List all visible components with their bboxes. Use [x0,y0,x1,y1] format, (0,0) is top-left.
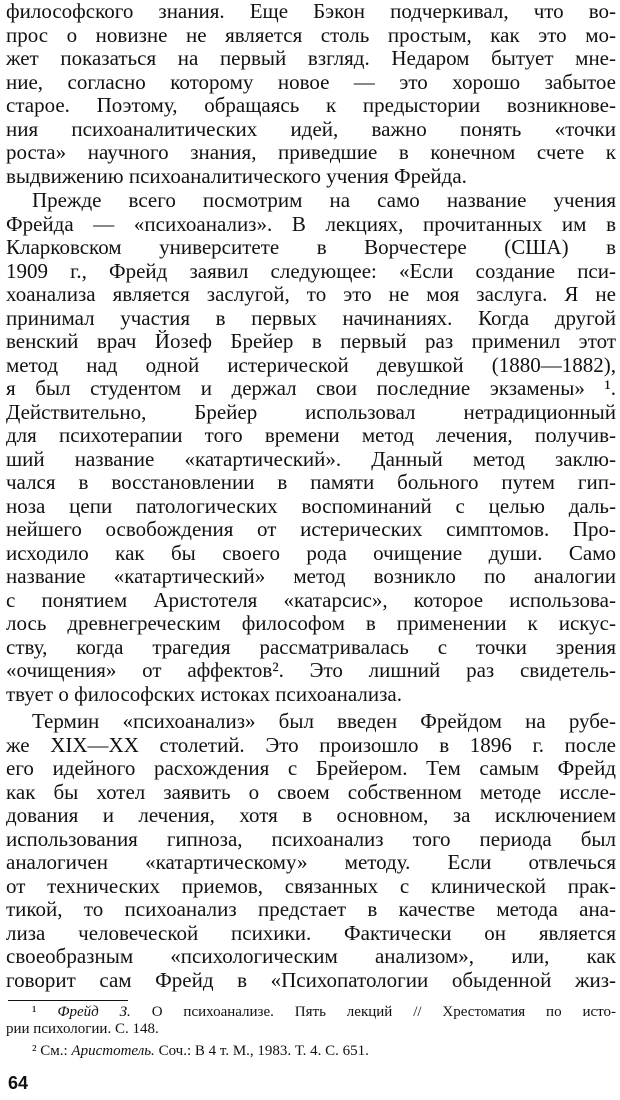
footnote-2-text: Соч.: В 4 т. М., 1983. Т. 4. С. 651. [158,1043,369,1059]
text-line: исходило как бы своего рода очищение души. Само [6,541,616,565]
text-line: лиза человеческой психики. Фактически он является [6,921,616,945]
footnote-2-prefix: См.: [40,1043,68,1059]
text-line: Действительно, Брейер использовал нетрадиционный [6,400,616,424]
footnote-1 [6,1004,616,1038]
text-line: его идейного расхождения с Брейером. Тем самым Фрейд [6,757,616,780]
text-line: Прежде всего посмотрим на само название учения [32,189,616,212]
text-line: Кларковском университете в Ворчестере (США) в [6,236,616,259]
text-line: с понятием Аристотеля «катарсис», которое использова- [6,588,616,612]
text-line: дования и лечения, хотя в основном, за исключением [6,804,616,827]
paragraph-1 [6,0,616,188]
paragraph-2 [6,189,616,706]
text-line: ший название «катартический». Данный метод заклю- [6,447,616,471]
text-line: хоанализа является заслугой, то это не моя заслуга. Я не [6,283,616,306]
footnote-rule [8,1000,128,1001]
text-line: для психотерапии того времени метод лечения, получив- [6,424,616,447]
text-line: метод над одной истерической девушкой (1880—1882), [6,353,616,377]
text-line: старое. Поэтому, обращаясь к предыстории возникнове- [6,94,616,117]
document-page [6,0,616,1100]
page-number: 64 [8,1073,29,1093]
footnote-1-line-2: рии психологии. С. 148. [6,1021,159,1037]
footnote-1-marker: ¹ [32,1004,37,1020]
text-line: принимал участия в первых начинаниях. Когда другой [6,306,616,330]
footnote-2-line-1 [6,1043,616,1060]
text-line: ния психоаналитических идей, важно понять «точки [6,117,616,141]
text-line: название «катартический» метод возникло по аналогии [6,565,616,588]
text-line: ноза цепи патологических воспоминаний с целью даль- [6,494,616,518]
text-line: прос о новизне не является столь простым, как это мо- [6,23,616,47]
text-line: как бы хотел заявить о своем собственном методе иссле- [6,780,616,804]
text-line: Термин «психоанализ» был введен Фрейдом на рубе- [32,710,616,733]
text-line: использования гипноза, психоанализ того периода был [6,827,616,851]
text-line: роста» научного знания, приведшие в конечном счете к [6,141,616,164]
text-line: ние, согласно которому новое — это хорошо забытое [6,70,616,94]
text-line: говорит сам Фрейд в «Психопатологии обыденной жиз- [6,968,616,992]
footnote-1-author: Фрейд З. [57,1004,131,1020]
footnote-1-text: О психоанализе. Пять лекций // Хрестоматия по исто- [151,1004,617,1020]
footnote-2 [6,1043,616,1060]
text-line: «очищения» от аффектов². Это лишний раз свидетель- [6,659,616,682]
text-line: своеобразным «психологическим анализом», или, как [6,945,616,968]
text-line: аналогичен «катартическому» методу. Если отвлечься [6,851,616,874]
text-line: 1909 г., Фрейд заявил следующее: «Если создание пси- [6,259,616,283]
footnote-2-author: Аристотель. [71,1043,155,1059]
text-line: лось древнегреческим философом в применении к искус- [6,612,616,635]
text-line: от технических приемов, связанных с клинической прак- [6,874,616,898]
text-line: твует о философских истоках психоанализа. [6,682,402,706]
paragraph-3 [6,710,616,992]
text-line: выдвижению психоаналитического учения Фрейда. [6,164,467,188]
text-line: же XIX—XX столетий. Это произошло в 1896 г. после [6,733,616,757]
text-line: тикой, то психоанализ предстает в качестве метода ана- [6,898,616,921]
text-line: я был студентом и держал свои последние экзамены» ¹. [6,377,616,400]
text-line: жет показаться на первый взгляд. Недаром бытует мне- [6,47,616,70]
text-line: чался в восстановлении в памяти больного путем гип- [6,471,616,494]
text-line: нейшего освобождения от истерических симптомов. Про- [6,518,616,541]
text-line: ству, когда трагедия рассматривалась с точки зрения [6,635,616,659]
text-line: философского знания. Еще Бэкон подчеркивал, что во- [6,0,616,23]
text-line: Фрейда — «психоанализ». В лекциях, прочитанных им в [6,212,616,236]
text-line: венский врач Йозеф Брейер в первый раз применил этот [6,330,616,353]
footnote-1-line-1 [6,1004,616,1021]
footnote-2-marker: ² [32,1043,37,1059]
